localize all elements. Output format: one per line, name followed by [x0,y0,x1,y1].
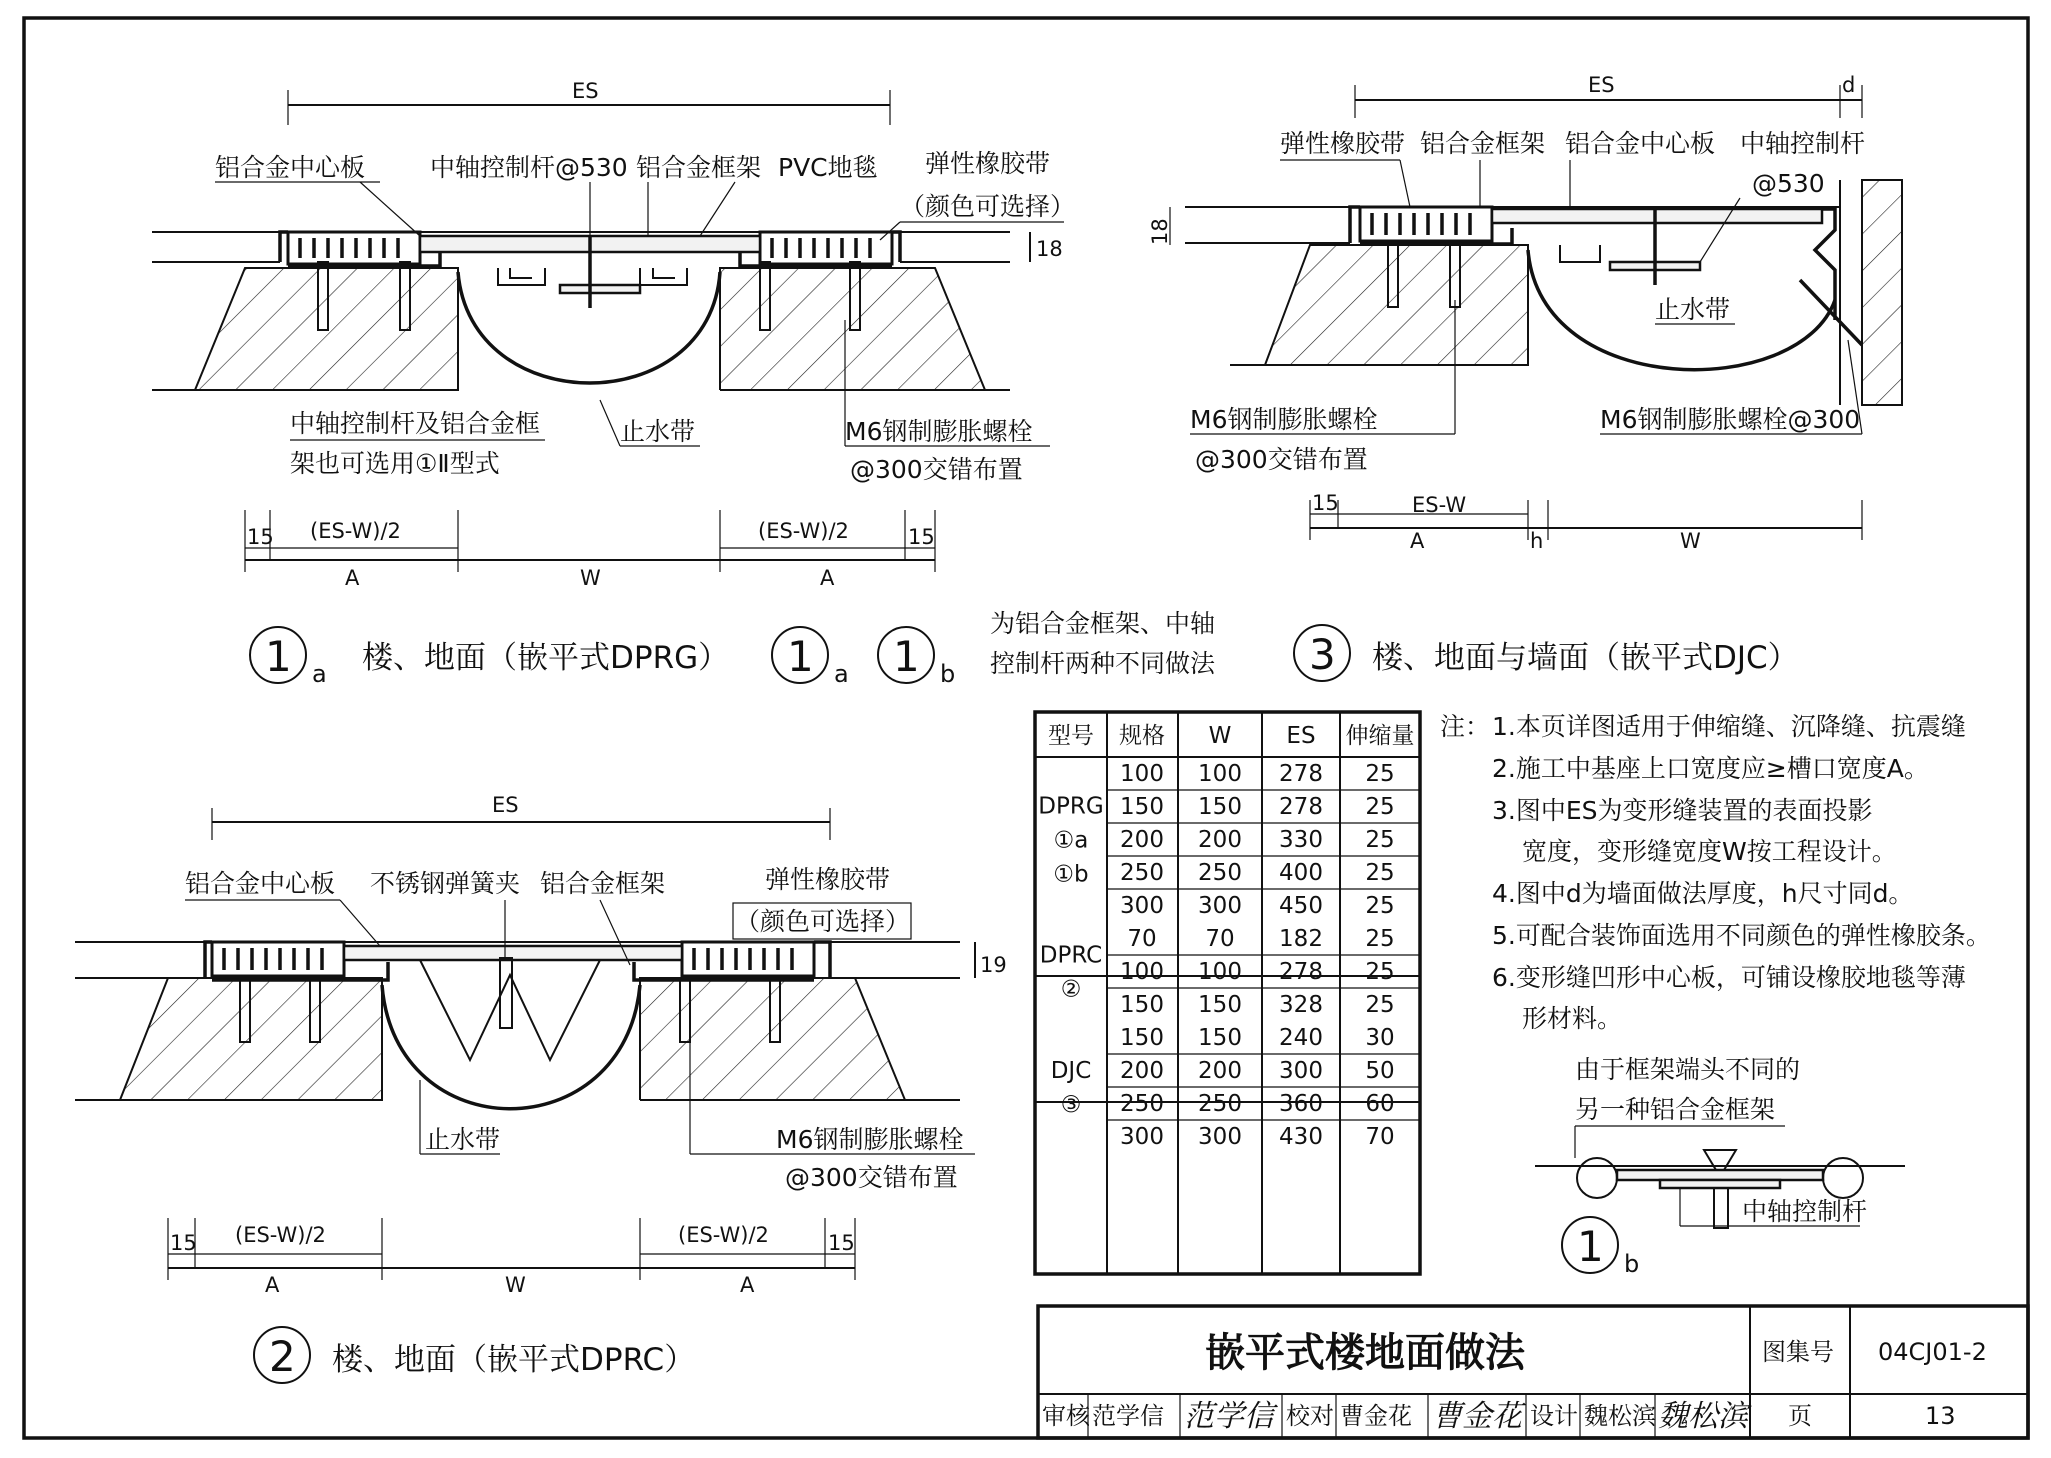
table-header-cell: ES [1286,723,1316,749]
detail-1a-number: 1 [265,632,292,681]
reviewer-signature: 范学信 [1184,1399,1274,1434]
label-rubber: 弹性橡胶带 [925,149,1051,178]
detail-3-number: 3 [1309,630,1336,679]
control-rod-plate [560,285,640,293]
right-rubber-seal [760,232,892,264]
page-no: 13 [1925,1402,1956,1430]
table-cell: 150 [1120,1025,1164,1051]
atlas-label: 图集号 [1762,1338,1834,1366]
table-model-cell: ② [1060,976,1082,1003]
label-waterstop-2: 止水带 [425,1125,501,1154]
rod-plate-1b [1660,1180,1780,1188]
table-cell: 150 [1198,992,1242,1018]
dim-a-left: A [345,566,360,590]
center-plate-1b [1617,1170,1823,1180]
label-rod-spacing-3: @530 [1752,169,1825,198]
table-cell: 100 [1120,761,1164,787]
detail-1b [1535,1055,1905,1278]
table-cell: 25 [1365,860,1395,886]
table-model-cell: DPRG [1038,793,1104,820]
label-rubber-note-2: （颜色可选择） [735,907,911,936]
left-concrete-base [152,268,458,390]
left-seal-2 [212,942,344,976]
table-cell: 278 [1279,794,1323,820]
design-label: 设计 [1530,1402,1578,1430]
left-concrete-2 [75,978,382,1100]
detail-1a-sub: a [312,660,327,688]
table-cell: 200 [1120,1058,1164,1084]
ref-note-1: 为铝合金框架、中轴 [990,609,1216,638]
table-model-cell: DJC [1050,1058,1092,1084]
table-cell: 200 [1198,827,1242,853]
table-cell: 70 [1365,1124,1395,1150]
label-bolt-right-3: M6钢制膨胀螺栓@300 [1600,405,1861,434]
label-control-rod: 中轴控制杆@530 [430,153,628,182]
right-seal-2 [682,942,814,976]
stamp-title: 嵌平式楼地面做法 [1205,1330,1525,1376]
dim-half-left-2: (ES-W)/2 [235,1223,326,1247]
table-cell: 278 [1279,959,1323,985]
label-rubber-note: （颜色可选择） [900,192,1076,221]
d-label-3: d [1842,73,1856,97]
dim-w-3: W [1680,529,1701,553]
left-rubber-seal [288,232,420,264]
label-center-plate: 铝合金中心板 [215,153,366,182]
table-cell: 200 [1198,1058,1242,1084]
detail-3-title: 楼、地面与墙面（嵌平式DJC） [1372,640,1799,676]
thickness-19: 19 [980,953,1007,977]
es-label-2: ES [492,793,519,817]
rod-1b [1714,1188,1728,1228]
title-stamp [1038,1306,2028,1438]
label-rubber-2: 弹性橡胶带 [765,865,891,894]
table-cell: 278 [1279,761,1323,787]
table-cell: 70 [1127,926,1157,952]
label-waterstop-3: 止水带 [1655,295,1731,324]
detail-1b-number: 1 [1577,1222,1604,1271]
table-cell: 25 [1365,893,1395,919]
label-frame: 铝合金框架 [636,153,762,182]
table-cell: 450 [1279,893,1323,919]
label-bolt-spacing-2: @300交错布置 [785,1163,958,1192]
table-cell: 360 [1279,1091,1323,1117]
label-clip-2: 不锈钢弹簧夹 [370,869,521,898]
table-cell: 400 [1279,860,1323,886]
dim-half-right-2: (ES-W)/2 [678,1223,769,1247]
dim-15-3: 15 [1312,491,1339,515]
concrete-base-3 [1230,245,1528,365]
table-header-cell: 型号 [1048,723,1094,749]
right-tube-1b [1823,1158,1863,1198]
label-bolt-2: M6钢制膨胀螺栓 [776,1125,964,1154]
label-rubber-3: 弹性橡胶带 [1280,129,1406,158]
notes [1440,712,1991,1033]
label-pvc: PVC地毯 [778,153,878,182]
detail-1a-title: 楼、地面（嵌平式DPRG） [362,640,730,676]
table-model-cell: ①b [1053,861,1089,888]
detail-2-number: 2 [269,1332,296,1381]
table-cell: 300 [1198,893,1242,919]
label-center-plate-3: 铝合金中心板 [1565,129,1716,158]
checker-signature: 曹金花 [1432,1399,1522,1434]
label-waterstop: 止水带 [620,417,696,446]
table-cell: 430 [1279,1124,1323,1150]
rubber-seal-3 [1360,207,1492,241]
page-label: 页 [1788,1402,1812,1430]
label-center-plate-2: 铝合金中心板 [185,869,336,898]
table-cell: 25 [1365,959,1395,985]
note-line-3: 3.图中ES为变形缝装置的表面投影 [1492,796,1873,825]
center-plate-3 [1492,209,1822,223]
table-cell: 100 [1198,761,1242,787]
label-note-line1: 中轴控制杆及铝合金框 [290,409,541,438]
table-cell: 300 [1279,1058,1323,1084]
right-frame-hook [640,268,687,285]
ref-1b-number: 1 [893,632,920,681]
right-concrete-2 [640,978,960,1100]
frame-hook-3 [1560,245,1600,262]
table-cell: 100 [1198,959,1242,985]
left-frame-hook [498,268,545,285]
review-label: 审核 [1042,1402,1090,1430]
table-header-cell: 规格 [1119,723,1165,749]
table-model-cell: ③ [1060,1092,1082,1118]
detail-2-title: 楼、地面（嵌平式DPRC） [332,1342,696,1378]
detail-3 [1148,73,1902,681]
table-cell: 240 [1279,1025,1323,1051]
note-line-5: 4.图中d为墙面做法厚度，h尺寸同d。 [1492,879,1914,908]
note-line-4: 宽度，变形缝宽度W按工程设计。 [1522,837,1897,866]
label-bolt: M6钢制膨胀螺栓 [845,417,1033,446]
left-tube-1b [1577,1158,1617,1198]
ref-note-2: 控制杆两种不同做法 [990,649,1216,678]
label-bolt-3: M6钢制膨胀螺栓 [1190,405,1378,434]
detail-1a [152,79,1216,688]
note-line-8: 形材料。 [1522,1004,1623,1033]
check-label: 校对 [1286,1402,1334,1430]
table-cell: 100 [1120,959,1164,985]
es-label-3: ES [1588,73,1615,97]
designer-signature: 魏松滨 [1658,1399,1748,1434]
table-cell: 25 [1365,926,1395,952]
table-cell: 50 [1365,1058,1395,1084]
table-cell: 250 [1198,1091,1242,1117]
table-cell: 250 [1120,1091,1164,1117]
label-frame-2: 铝合金框架 [540,869,666,898]
es-label: ES [572,79,599,103]
table-cell: 60 [1365,1091,1395,1117]
designer-name: 魏松滨 [1584,1402,1656,1430]
dim-a-right-2: A [740,1273,755,1297]
detail-1b-sub: b [1624,1250,1640,1278]
table-cell: 200 [1120,827,1164,853]
note-line-2: 2.施工中基座上口宽度应≥槽口宽度A。 [1492,754,1929,783]
table-cell: 30 [1365,1025,1395,1051]
table-cell: 70 [1205,926,1235,952]
dim-esw-3: ES-W [1412,493,1467,517]
note-line-1: 1.本页详图适用于伸缩缝、沉降缝、抗震缝 [1492,712,1966,741]
dim-h-3: h [1530,529,1544,553]
table-cell: 330 [1279,827,1323,853]
caption-1b-1: 由于框架端头不同的 [1575,1055,1801,1084]
table-cell: 150 [1120,992,1164,1018]
table-cell: 300 [1198,1124,1242,1150]
table-header-cell: 伸缩量 [1345,723,1415,749]
dim-15-left: 15 [247,525,274,549]
table-cell: 25 [1365,827,1395,853]
note-line-6: 5.可配合装饰面选用不同颜色的弹性橡胶条。 [1492,921,1991,950]
dim-15-left-2: 15 [170,1231,197,1255]
dim-a-3: A [1410,529,1425,553]
detail-2 [75,793,1007,1383]
label-frame-3: 铝合金框架 [1420,129,1546,158]
spring-clip-2 [420,960,600,1060]
table-model-cell: ①a [1053,827,1089,854]
dim-a-left-2: A [265,1273,280,1297]
label-bolt-spacing-3: @300交错布置 [1195,445,1368,474]
table-cell: 150 [1198,794,1242,820]
dim-half-right: (ES-W)/2 [758,519,849,543]
label-note-line2: 架也可选用①Ⅱ型式 [290,449,500,478]
label-bolt-spacing: @300交错布置 [850,455,1023,484]
dim-15-right: 15 [908,525,935,549]
table-cell: 300 [1120,893,1164,919]
caption-1b-2: 另一种铝合金框架 [1575,1095,1776,1124]
ref-1a-sub: a [834,660,849,688]
dim-w: W [580,566,601,590]
table-cell: 250 [1120,860,1164,886]
thickness-18-3: 18 [1148,218,1172,245]
table-cell: 25 [1365,992,1395,1018]
ref-1a-number: 1 [787,632,814,681]
atlas-no: 04CJ01-2 [1878,1338,1987,1366]
table-cell: 300 [1120,1124,1164,1150]
table-model-cell: DPRC [1039,942,1103,969]
table-cell: 25 [1365,761,1395,787]
note-line-7: 6.变形缝凹形中心板，可铺设橡胶地毯等薄 [1492,963,1966,992]
label-control-rod-3: 中轴控制杆 [1740,129,1866,158]
notes-prefix: 注： [1440,712,1491,741]
table-cell: 25 [1365,794,1395,820]
table-cell: 328 [1279,992,1323,1018]
dim-a-right: A [820,566,835,590]
table-cell: 182 [1279,926,1323,952]
table-cell: 150 [1198,1025,1242,1051]
ref-1b-sub: b [940,660,956,688]
dim-w-2: W [505,1273,526,1297]
table-header-cell: W [1208,723,1232,749]
spec-table [1035,712,1420,1274]
table-cell: 250 [1198,860,1242,886]
table-cell: 150 [1120,794,1164,820]
wall-3 [1862,180,1902,405]
thickness-18: 18 [1036,237,1063,261]
dim-half-left: (ES-W)/2 [310,519,401,543]
label-rod-1b: 中轴控制杆 [1742,1197,1868,1226]
dim-15-right-2: 15 [828,1231,855,1255]
reviewer-name: 范学信 [1092,1402,1164,1430]
checker-name: 曹金花 [1340,1402,1412,1430]
